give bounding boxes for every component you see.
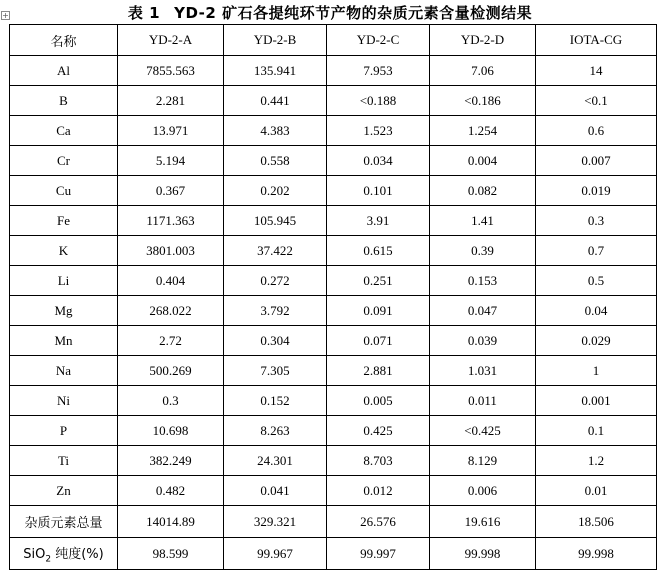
value-cell: 0.5 [536, 266, 657, 296]
value-cell: 0.3 [536, 206, 657, 236]
value-cell: 1.41 [430, 206, 536, 236]
value-cell: 0.007 [536, 146, 657, 176]
header-iota-cg: IOTA-CG [536, 25, 657, 56]
header-name: 名称 [10, 25, 118, 56]
value-cell: 382.249 [118, 446, 224, 476]
row-label-cell: Na [10, 356, 118, 386]
value-cell: 0.005 [327, 386, 430, 416]
row-label-cell [10, 538, 118, 570]
value-cell: 24.301 [224, 446, 327, 476]
value-cell: 0.251 [327, 266, 430, 296]
value-cell: 0.012 [327, 476, 430, 506]
value-cell: 0.029 [536, 326, 657, 356]
table-row [10, 356, 657, 386]
value-cell: 99.998 [536, 538, 657, 570]
value-cell: 0.304 [224, 326, 327, 356]
row-label-cell: B [10, 86, 118, 116]
value-cell: 0.3 [118, 386, 224, 416]
row-label-cell: Cu [10, 176, 118, 206]
impurity-table [9, 24, 657, 570]
row-label-cell: Cr [10, 146, 118, 176]
value-cell: 14014.89 [118, 506, 224, 538]
value-cell: 0.425 [327, 416, 430, 446]
table-title [0, 3, 660, 23]
value-cell: 1.2 [536, 446, 657, 476]
value-cell: 0.034 [327, 146, 430, 176]
table-row [10, 86, 657, 116]
table-row [10, 386, 657, 416]
value-cell: 99.998 [430, 538, 536, 570]
row-label-cell: Ti [10, 446, 118, 476]
value-cell: 0.082 [430, 176, 536, 206]
value-cell: 0.006 [430, 476, 536, 506]
value-cell: 0.004 [430, 146, 536, 176]
purity-label-subscript: 2 [45, 554, 52, 565]
value-cell: 1.254 [430, 116, 536, 146]
row-label-cell: Fe [10, 206, 118, 236]
value-cell: 4.383 [224, 116, 327, 146]
header-yd-2-c: YD-2-C [327, 25, 430, 56]
value-cell: 99.967 [224, 538, 327, 570]
header-yd-2-b: YD-2-B [224, 25, 327, 56]
value-cell: <0.186 [430, 86, 536, 116]
value-cell: 13.971 [118, 116, 224, 146]
value-cell: <0.1 [536, 86, 657, 116]
value-cell: 1 [536, 356, 657, 386]
table-row [10, 176, 657, 206]
table-body [10, 56, 657, 570]
value-cell: 329.321 [224, 506, 327, 538]
value-cell: 0.482 [118, 476, 224, 506]
header-yd-2-d: YD-2-D [430, 25, 536, 56]
value-cell: 2.881 [327, 356, 430, 386]
value-cell: 26.576 [327, 506, 430, 538]
value-cell: 1171.363 [118, 206, 224, 236]
value-cell: 18.506 [536, 506, 657, 538]
table-header-row [10, 25, 657, 56]
table-row-purity [10, 538, 657, 570]
value-cell: 105.945 [224, 206, 327, 236]
table-row [10, 326, 657, 356]
value-cell: 3.91 [327, 206, 430, 236]
value-cell: 0.04 [536, 296, 657, 326]
value-cell: 0.153 [430, 266, 536, 296]
value-cell: 0.091 [327, 296, 430, 326]
value-cell: 0.019 [536, 176, 657, 206]
value-cell: 0.101 [327, 176, 430, 206]
table-row [10, 116, 657, 146]
value-cell: 7.06 [430, 56, 536, 86]
value-cell: 19.616 [430, 506, 536, 538]
value-cell: 0.404 [118, 266, 224, 296]
value-cell: 8.129 [430, 446, 536, 476]
row-label-cell: P [10, 416, 118, 446]
value-cell: 0.202 [224, 176, 327, 206]
table-row [10, 56, 657, 86]
value-cell: 8.703 [327, 446, 430, 476]
value-cell: 3801.003 [118, 236, 224, 266]
value-cell: 98.599 [118, 538, 224, 570]
value-cell: 0.7 [536, 236, 657, 266]
value-cell: 1.031 [430, 356, 536, 386]
value-cell: 0.558 [224, 146, 327, 176]
value-cell: 500.269 [118, 356, 224, 386]
row-label-cell: Ca [10, 116, 118, 146]
value-cell: 7.953 [327, 56, 430, 86]
table-row [10, 236, 657, 266]
value-cell: 0.047 [430, 296, 536, 326]
value-cell: 0.1 [536, 416, 657, 446]
value-cell: 0.615 [327, 236, 430, 266]
row-label-cell: Ni [10, 386, 118, 416]
value-cell: 0.001 [536, 386, 657, 416]
value-cell: 3.792 [224, 296, 327, 326]
value-cell: 99.997 [327, 538, 430, 570]
row-label-cell: Mn [10, 326, 118, 356]
value-cell: 0.441 [224, 86, 327, 116]
value-cell: 5.194 [118, 146, 224, 176]
table-row [10, 476, 657, 506]
row-label-cell: 杂质元素总量 [10, 506, 118, 538]
row-label-cell: Zn [10, 476, 118, 506]
header-yd-2-a: YD-2-A [118, 25, 224, 56]
value-cell: 7.305 [224, 356, 327, 386]
table-row [10, 266, 657, 296]
table-row [10, 506, 657, 538]
value-cell: 14 [536, 56, 657, 86]
value-cell: 0.041 [224, 476, 327, 506]
purity-label-prefix: SiO [23, 546, 46, 562]
value-cell: <0.425 [430, 416, 536, 446]
table-row [10, 146, 657, 176]
value-cell: 268.022 [118, 296, 224, 326]
value-cell: 0.6 [536, 116, 657, 146]
table-anchor-icon[interactable]: + [2, 11, 9, 20]
value-cell: 10.698 [118, 416, 224, 446]
value-cell: 0.071 [327, 326, 430, 356]
row-label-cell: Al [10, 56, 118, 86]
table-row [10, 206, 657, 236]
row-label-cell: K [10, 236, 118, 266]
table-title-text: YD-2 矿石各提纯环节产物的杂质元素含量检测结果 [174, 4, 533, 22]
value-cell: 7855.563 [118, 56, 224, 86]
value-cell: 0.01 [536, 476, 657, 506]
value-cell: 0.039 [430, 326, 536, 356]
value-cell: 0.011 [430, 386, 536, 416]
purity-label-suffix: 纯度(%) [51, 546, 104, 562]
row-label-cell: Li [10, 266, 118, 296]
table-row [10, 296, 657, 326]
value-cell: 0.272 [224, 266, 327, 296]
value-cell: 1.523 [327, 116, 430, 146]
value-cell: <0.188 [327, 86, 430, 116]
value-cell: 0.39 [430, 236, 536, 266]
value-cell: 37.422 [224, 236, 327, 266]
value-cell: 8.263 [224, 416, 327, 446]
value-cell: 0.152 [224, 386, 327, 416]
value-cell: 2.72 [118, 326, 224, 356]
value-cell: 135.941 [224, 56, 327, 86]
table-number: 表 1 [127, 4, 161, 22]
value-cell: 0.367 [118, 176, 224, 206]
value-cell: 2.281 [118, 86, 224, 116]
table-row [10, 446, 657, 476]
table-row [10, 416, 657, 446]
row-label-cell: Mg [10, 296, 118, 326]
